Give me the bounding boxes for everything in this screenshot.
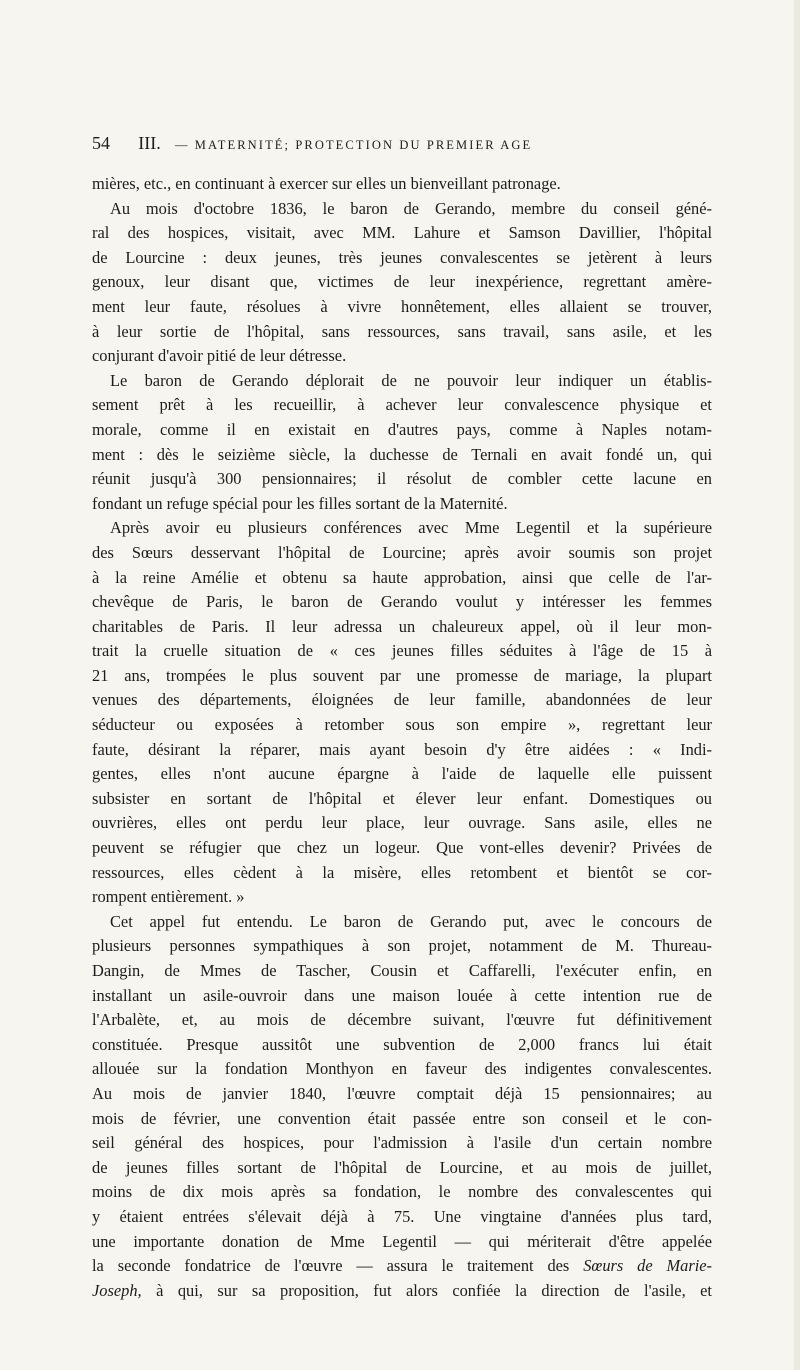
text-line bbox=[92, 270, 712, 295]
text-line bbox=[92, 295, 712, 320]
text-line bbox=[92, 172, 712, 197]
text-line-content: Dangin, de Mmes de Tascher, Cousin et Caffarelli, l'exécuter enfin, en bbox=[92, 961, 712, 980]
text-line-content: ressources, elles cèdent à la misère, elles retombent et bientôt se cor- bbox=[92, 862, 712, 882]
text-line-content: mières, etc., en continuant à exercer sur elles un bienveillant patronage. bbox=[92, 174, 561, 193]
text-line bbox=[92, 762, 712, 787]
text-line-content: à qui, sur sa proposition, fut alors confiée la direction de l'asile, et bbox=[156, 1280, 712, 1300]
text-line-content: venues des départements, éloignées de leur famille, abandonnées de leur bbox=[92, 690, 712, 710]
text-line bbox=[92, 738, 712, 763]
text-line-content: installant un asile-ouvroir dans une maison louée à cette intention rue de bbox=[92, 985, 712, 1005]
running-title: — MATERNITÉ; PROTECTION DU PREMIER AGE bbox=[174, 138, 533, 152]
text-line-content: séducteur ou exposées à retomber sous son empire », regrettant leur bbox=[92, 715, 712, 735]
body-text bbox=[92, 172, 712, 1303]
text-line bbox=[92, 541, 712, 566]
text-line bbox=[92, 861, 712, 886]
text-line-content: charitables de Paris. Il leur adressa un chaleureux appel, où il leur mon- bbox=[92, 616, 712, 636]
text-line bbox=[92, 1205, 712, 1230]
text-line-content: fondant un refuge spécial pour les filles sortant de la Maternité. bbox=[92, 493, 508, 513]
text-line bbox=[92, 344, 712, 369]
text-line-content: de Lourcine : deux jeunes, très jeunes convalescentes se jetèrent à leurs bbox=[92, 247, 712, 267]
text-line bbox=[92, 1230, 712, 1255]
text-line bbox=[92, 811, 712, 836]
text-line bbox=[92, 1033, 712, 1058]
text-line-content: ment leur faute, résolues à vivre honnêtement, elles allaient se trouver, bbox=[92, 296, 712, 316]
text-line-content: gentes, elles n'ont aucune épargne à l'aide de laquelle elle puissent bbox=[92, 764, 712, 784]
italic-text: Sœurs de Marie- bbox=[583, 1256, 712, 1276]
text-line bbox=[92, 320, 712, 345]
text-line bbox=[92, 1008, 712, 1033]
text-line-content: Après avoir eu plusieurs conférences avec Mme Legentil et la supérieure bbox=[110, 518, 712, 538]
page-edge-shadow bbox=[794, 0, 800, 1370]
text-line bbox=[92, 1107, 712, 1132]
text-line-content: morale, comme il en existait en d'autres pays, comme à Naples notam- bbox=[92, 419, 712, 439]
text-line-content: plusieurs personnes sympathiques à son projet, notamment de M. Thureau- bbox=[92, 936, 712, 956]
text-line bbox=[92, 1156, 712, 1181]
text-line bbox=[92, 369, 712, 394]
text-line-content: faute, désirant la réparer, mais ayant besoin d'y être aidées : « Indi- bbox=[92, 739, 712, 759]
text-line-content: mois de février, une convention était passée entre son conseil et le con- bbox=[92, 1108, 712, 1128]
text-line-content: trait la cruelle situation de « ces jeunes filles séduites à l'âge de 15 à bbox=[92, 641, 712, 661]
text-line-content: y étaient entrées s'élevait déjà à 75. Une vingtaine d'années plus tard, bbox=[92, 1206, 712, 1226]
text-line bbox=[92, 787, 712, 812]
text-line-content: Au mois d'octobre 1836, le baron de Gerando, membre du conseil géné- bbox=[110, 198, 712, 218]
text-line-content: à la reine Amélie et obtenu sa haute approbation, ainsi que celle de l'ar- bbox=[92, 567, 712, 587]
text-line-content: une importante donation de Mme Legentil — qui mériterait d'être appelée bbox=[92, 1231, 712, 1251]
text-line bbox=[92, 492, 712, 517]
text-line bbox=[92, 959, 712, 984]
text-line-content: à leur sortie de l'hôpital, sans ressources, sans travail, sans asile, et les bbox=[92, 321, 712, 341]
text-line bbox=[92, 1254, 712, 1279]
text-line-content: rompent entièrement. » bbox=[92, 887, 245, 907]
text-line bbox=[92, 418, 712, 443]
text-line-content: allouée sur la fondation Monthyon en faveur des indigentes convalescentes. bbox=[92, 1059, 712, 1079]
text-line-content: l'Arbalète, et, au mois de décembre suivant, l'œuvre fut définitivement bbox=[92, 1010, 712, 1030]
chapter-number: III. bbox=[138, 133, 161, 153]
text-line bbox=[92, 713, 712, 738]
text-line-content: Cet appel fut entendu. Le baron de Gerando put, avec le concours de bbox=[110, 911, 712, 931]
text-line bbox=[92, 443, 712, 468]
text-line bbox=[92, 566, 712, 591]
text-line bbox=[92, 197, 712, 222]
text-line bbox=[92, 1279, 712, 1304]
text-line bbox=[92, 393, 712, 418]
text-line-content: sement prêt à les recueillir, à achever leur convalescence physique et bbox=[92, 395, 712, 415]
text-line-content: conjurant d'avoir pitié de leur détresse. bbox=[92, 346, 347, 366]
text-line bbox=[92, 664, 712, 689]
text-line-content: subsister en sortant de l'hôpital et élever leur enfant. Domestiques ou bbox=[92, 788, 712, 808]
text-line-content: ment : dès le seizième siècle, la duchesse de Ternali en avait fondé un, qui bbox=[92, 444, 712, 464]
text-line-content: des Sœurs desservant l'hôpital de Lourcine; après avoir soumis son projet bbox=[92, 542, 712, 562]
text-line bbox=[92, 934, 712, 959]
text-line-content: la seconde fondatrice de l'œuvre — assura le traitement des bbox=[92, 1256, 570, 1276]
text-line bbox=[92, 836, 712, 861]
text-line bbox=[92, 1082, 712, 1107]
text-line-content: chevêque de Paris, le baron de Gerando voulut y intéresser les femmes bbox=[92, 592, 712, 612]
text-line-content: Le baron de Gerando déplorait de ne pouvoir leur indiquer un établis- bbox=[110, 370, 712, 390]
text-line-content: genoux, leur disant que, victimes de leur inexpérience, regrettant amère- bbox=[92, 272, 712, 292]
text-line-content: moins de dix mois après sa fondation, le nombre des convalescentes qui bbox=[92, 1182, 712, 1202]
text-line-content: Au mois de janvier 1840, l'œuvre comptait déjà 15 pensionnaires; au bbox=[92, 1083, 712, 1103]
page-number: 54 bbox=[92, 133, 110, 153]
text-line-content: constituée. Presque aussitôt une subvention de 2,000 francs lui était bbox=[92, 1034, 712, 1054]
text-line bbox=[92, 885, 712, 910]
text-line bbox=[92, 516, 712, 541]
text-line bbox=[92, 910, 712, 935]
text-line bbox=[92, 688, 712, 713]
text-line bbox=[92, 590, 712, 615]
text-line bbox=[92, 615, 712, 640]
text-line bbox=[92, 1057, 712, 1082]
text-line-content: ral des hospices, visitait, avec MM. Lahure et Samson Davillier, l'hôpital bbox=[92, 223, 712, 243]
text-line-content: 21 ans, trompées le plus souvent par une promesse de mariage, la plupart bbox=[92, 665, 712, 685]
running-header bbox=[92, 133, 712, 154]
italic-text: Joseph, bbox=[92, 1280, 142, 1300]
text-line-content: peuvent se réfugier que chez un logeur. Que vont-elles devenir? Privées de bbox=[92, 838, 712, 858]
text-line bbox=[92, 1131, 712, 1156]
text-line-content: réunit jusqu'à 300 pensionnaires; il résolut de combler cette lacune en bbox=[92, 469, 712, 489]
text-line-content: ouvrières, elles ont perdu leur place, leur ouvrage. Sans asile, elles ne bbox=[92, 813, 712, 833]
text-line-content: seil général des hospices, pour l'admission à l'asile d'un certain nombre bbox=[92, 1133, 712, 1153]
text-line bbox=[92, 639, 712, 664]
text-line bbox=[92, 246, 712, 271]
text-line-content: de jeunes filles sortant de l'hôpital de Lourcine, et au mois de juillet, bbox=[92, 1157, 712, 1177]
text-line bbox=[92, 1180, 712, 1205]
text-line bbox=[92, 221, 712, 246]
text-line bbox=[92, 984, 712, 1009]
text-line bbox=[92, 467, 712, 492]
